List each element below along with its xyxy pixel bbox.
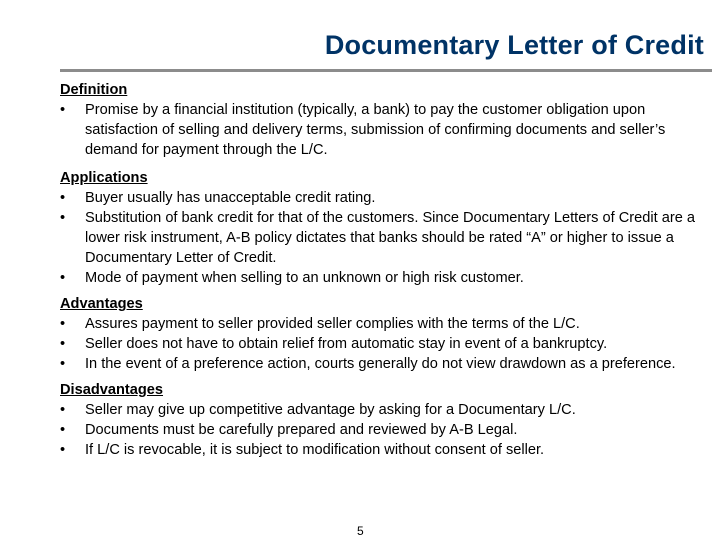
list-item-text: Mode of payment when selling to an unknown or high risk customer. [85,270,524,286]
slide-content [60,80,712,466]
list-item [60,188,712,208]
list-item-text: Seller does not have to obtain relief from automatic stay in event of a bankruptcy. [85,336,608,352]
section-definition [60,80,712,160]
list-item-text: If L/C is revocable, it is subject to modification without consent of seller. [85,442,545,458]
bullet-icon: • [60,270,66,286]
bullet-icon: • [60,102,66,118]
list-item [60,440,712,460]
list-item [60,100,712,160]
section-heading-advantages: Advantages [60,296,143,312]
list-item [60,208,712,268]
section-heading-definition: Definition [60,82,128,98]
section-heading-disadvantages: Disadvantages [60,382,164,398]
list-item [60,400,712,420]
list-item-text: In the event of a preference action, courts generally do not view drawdown as a preference. [85,356,676,372]
section-disadvantages [60,380,712,460]
list-item [60,334,712,354]
list-item-text: Substitution of bank credit for that of the customers. Since Documentary Letters of Credit are a lower risk instrument, A-B policy dictates that banks should be rated “A” or higher to issue a Documentary Letter of Credit. [85,210,695,266]
list-item [60,314,712,334]
bullet-icon: • [60,356,66,372]
bullet-icon: • [60,422,66,438]
list-item-text: Assures payment to seller provided seller complies with the terms of the L/C. [85,316,580,332]
section-advantages [60,294,712,374]
section-heading-applications: Applications [60,170,148,186]
bullet-icon: • [60,442,66,458]
list-item [60,420,712,440]
bullet-icon: • [60,190,66,206]
list-item-text: Buyer usually has unacceptable credit rating. [85,190,376,206]
slide-title: Documentary Letter of Credit [324,30,704,60]
bullet-icon: • [60,336,66,352]
page-number: 5 [357,524,364,538]
list-item-text: Promise by a financial institution (typically, a bank) to pay the customer obligation upon satisfaction of selling and delivery terms, submission of confirming documents and seller’s demand for payment through the L/C. [85,102,666,158]
list-item-text: Documents must be carefully prepared and reviewed by A-B Legal. [85,422,518,438]
section-applications [60,168,712,288]
bullet-icon: • [60,210,66,226]
bullet-icon: • [60,402,66,418]
list-item [60,268,712,288]
list-item [60,354,712,374]
title-divider [60,69,712,72]
bullet-icon: • [60,316,66,332]
list-item-text: Seller may give up competitive advantage by asking for a Documentary L/C. [85,402,576,418]
